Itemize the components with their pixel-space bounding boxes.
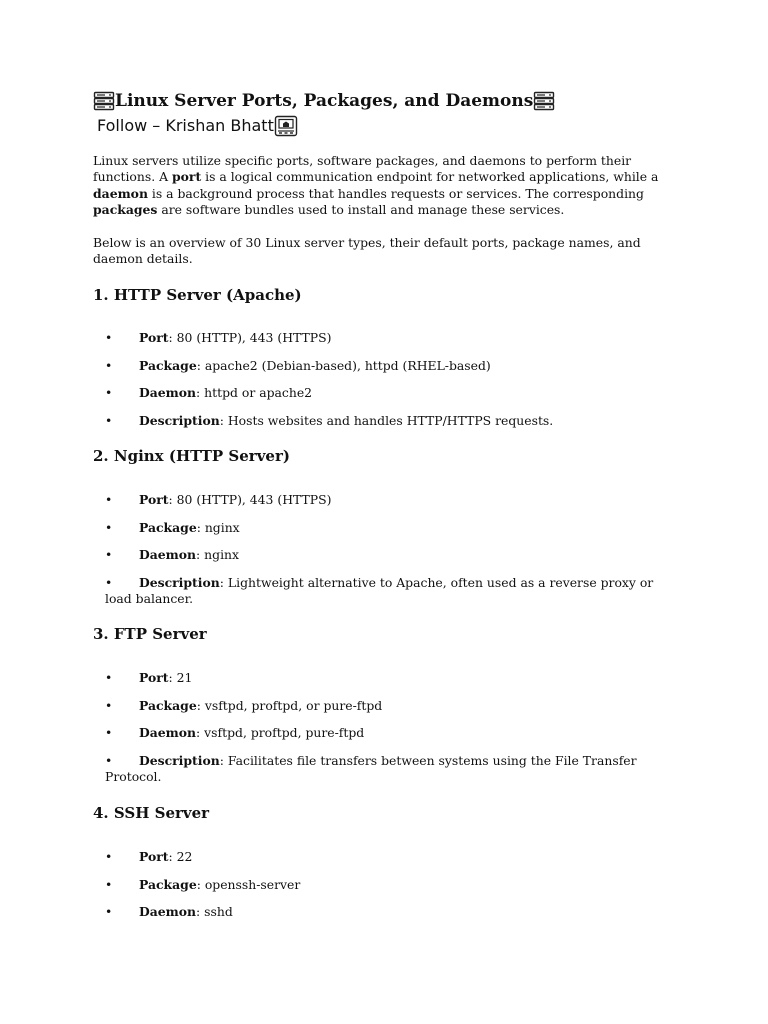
section-bullet-list — [93, 670, 673, 797]
bullet-label: Port — [139, 670, 169, 685]
bullet-marker: • — [105, 519, 113, 535]
bullet-value: : Facilitates file transfers between systems using the File Transfer Protocol. — [105, 752, 637, 785]
bullet-value: : 80 (HTTP), 443 (HTTPS) — [168, 330, 332, 345]
overview-paragraph — [93, 235, 673, 268]
bullet-marker: • — [105, 547, 113, 563]
bullet-label: Package — [139, 697, 197, 713]
bullet-value: : openssh-server — [196, 876, 301, 892]
server-stack-icon — [93, 91, 115, 111]
bullet-item — [93, 358, 673, 374]
bullet-item — [93, 753, 673, 786]
bullet-value: : vsftpd, proftpd, pure-ftpd — [196, 725, 365, 741]
bullet-item — [93, 330, 673, 346]
intro-paragraph — [93, 153, 673, 219]
bullet-marker: • — [105, 357, 113, 373]
bullet-marker: • — [105, 492, 113, 507]
intro-text-part: Linux servers utilize specific ports, software packages, and daemons to perform their functions. A — [93, 153, 632, 185]
author-follow-line — [97, 115, 298, 137]
section-bullet-list — [93, 492, 673, 619]
bullet-item — [93, 698, 673, 714]
intro-text — [93, 153, 673, 219]
bullet-value: : vsftpd, proftpd, or pure-ftpd — [196, 697, 383, 713]
bullet-item — [93, 670, 673, 686]
bullet-marker: • — [105, 725, 113, 741]
bullet-label: Package — [139, 876, 197, 892]
bullet-value: : 21 — [168, 670, 193, 685]
intro-text-part: is a logical communication endpoint for networked applications, while a — [201, 169, 659, 185]
overview-text: Below is an overview of 30 Linux server types, their default ports, package names, and daemon details. — [93, 235, 641, 267]
bullet-item — [93, 492, 673, 508]
section-bullet-list — [93, 849, 673, 932]
bullet-label: Package — [139, 357, 197, 373]
bullet-marker: • — [105, 574, 113, 590]
bullet-value: : 22 — [168, 849, 193, 864]
bullet-label: Description — [139, 412, 220, 428]
bullet-value: : nginx — [196, 519, 240, 535]
document-title-line — [93, 90, 555, 112]
bullet-label: Daemon — [139, 385, 197, 401]
bullet-item — [93, 385, 673, 401]
term-port: port — [172, 169, 202, 185]
bullet-value: : nginx — [196, 547, 240, 563]
computer-icon — [274, 115, 298, 137]
bullet-item — [93, 413, 673, 429]
bullet-marker: • — [105, 385, 113, 401]
bullet-marker: • — [105, 752, 113, 768]
term-packages: packages — [93, 202, 158, 218]
server-stack-icon — [533, 91, 555, 111]
bullet-label: Port — [139, 849, 169, 864]
bullet-value: : Hosts websites and handles HTTP/HTTPS requests. — [219, 412, 554, 428]
bullet-value: : sshd — [196, 904, 233, 920]
bullet-value: : 80 (HTTP), 443 (HTTPS) — [168, 492, 332, 507]
intro-text-part: are software bundles used to install and manage these services. — [157, 202, 565, 218]
section-heading: 2. Nginx (HTTP Server) — [93, 447, 290, 465]
bullet-label: Daemon — [139, 904, 197, 920]
bullet-marker: • — [105, 849, 113, 864]
bullet-label: Description — [139, 752, 220, 768]
bullet-item — [93, 904, 673, 920]
bullet-label: Daemon — [139, 547, 197, 563]
bullet-marker: • — [105, 904, 113, 920]
bullet-marker: • — [105, 412, 113, 428]
bullet-label: Package — [139, 519, 197, 535]
section-heading: 3. FTP Server — [93, 625, 207, 643]
bullet-marker: • — [105, 876, 113, 892]
bullet-item — [93, 520, 673, 536]
bullet-item — [93, 547, 673, 563]
bullet-item — [93, 725, 673, 741]
bullet-marker: • — [105, 670, 113, 685]
bullet-item — [93, 575, 673, 608]
bullet-marker: • — [105, 330, 113, 345]
bullet-label: Description — [139, 574, 220, 590]
bullet-label: Daemon — [139, 725, 197, 741]
term-daemon: daemon — [93, 185, 148, 201]
section-heading: 4. SSH Server — [93, 804, 210, 822]
section-bullet-list — [93, 330, 673, 440]
bullet-value: : Lightweight alternative to Apache, often used as a reverse proxy or load balancer. — [105, 574, 654, 607]
author-follow-text: Follow – Krishan Bhatt — [97, 116, 274, 135]
bullet-value: : apache2 (Debian-based), httpd (RHEL-based) — [196, 357, 491, 373]
bullet-item — [93, 877, 673, 893]
bullet-item — [93, 849, 673, 865]
bullet-marker: • — [105, 697, 113, 713]
intro-text-part: is a background process that handles requests or services. The corresponding — [147, 185, 644, 201]
document-title: Linux Server Ports, Packages, and Daemons — [115, 91, 534, 111]
bullet-label: Port — [139, 330, 169, 345]
section-heading: 1. HTTP Server (Apache) — [93, 286, 302, 304]
bullet-value: : httpd or apache2 — [196, 385, 313, 401]
bullet-label: Port — [139, 492, 169, 507]
